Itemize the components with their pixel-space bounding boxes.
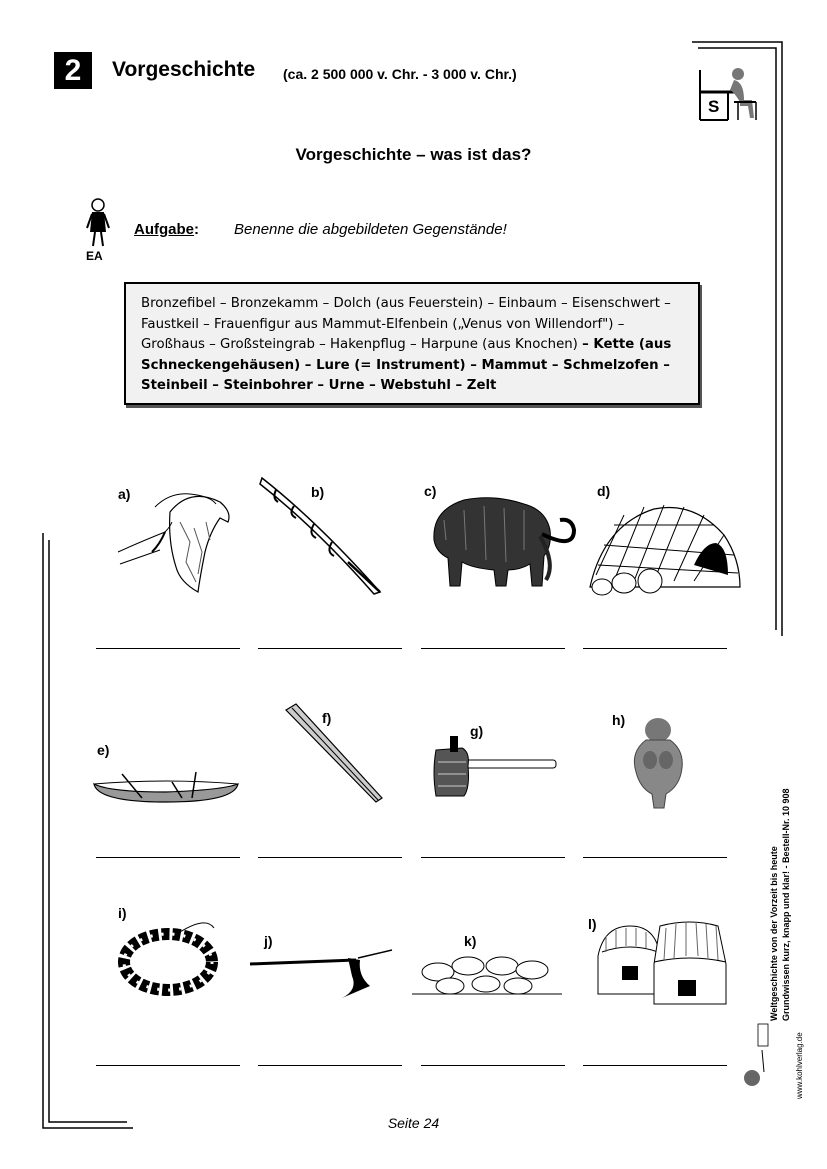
student-badge: S [708,97,720,116]
answer-line-l[interactable] [583,1065,727,1066]
picture-label-b: b) [311,484,325,500]
chapter-title: Vorgeschichte [112,58,256,81]
chapter-number: 2 [54,52,92,89]
answer-line-g[interactable] [421,857,565,858]
chapter-range: (ca. 2 500 000 v. Chr. - 3 000 v. Chr.) [283,66,517,82]
answer-line-d[interactable] [583,648,727,649]
single-work-person-icon [86,198,110,248]
answer-line-h[interactable] [583,857,727,858]
answer-line-i[interactable] [96,1065,240,1066]
mammoth-illustration [424,490,584,590]
answer-line-b[interactable] [258,648,402,649]
word-bank [124,282,700,405]
task-instruction: Benenne die abgebildeten Gegenstände! [234,221,507,238]
answer-line-c[interactable] [421,648,565,649]
section-title: Vorgeschichte – was ist das? [295,145,532,164]
picture-label-k: k) [464,933,477,949]
answer-line-e[interactable] [96,857,240,858]
picture-label-h: h) [612,712,626,728]
kette-illustration [110,912,226,1004]
schmelzofen-illustration [594,916,728,1008]
picture-label-a: a) [118,486,131,502]
grosssteingrab-illustration [410,950,564,1002]
word-bank-line: Bronzefibel – Bronzekamm – Dolch (aus Feuerstein) – Einbaum – Eisenschwert – [141,296,671,311]
picture-label-i: i) [118,905,127,921]
einbaum-illustration [92,742,242,806]
publisher-logo-icon [740,1020,772,1090]
answer-line-k[interactable] [421,1065,565,1066]
page-number: Seite 24 [387,1115,440,1131]
harpune-illustration [258,472,388,597]
steinbohrer-illustration [282,702,386,806]
work-form-label: EA [86,249,103,263]
steinbeil-illustration [432,732,558,802]
task-label: Aufgabe: [134,221,199,238]
faustkeil-hand-illustration [110,482,240,597]
word-bank-line: Großhaus – Großsteingrab – Hakenpflug – Harpune (aus Knochen) – Kette (aus [141,337,672,352]
word-bank-line: Schneckengehäusen) – Lure (= Instrument) – Mammut – Schmelzofen – [141,357,670,373]
picture-label-f: f) [322,710,332,726]
tent-illustration [584,495,744,600]
picture-label-l: l) [588,916,597,932]
answer-line-a[interactable] [96,648,240,649]
picture-label-c: c) [424,483,437,499]
picture-label-e: e) [97,742,110,758]
word-bank-line: Faustkeil – Frauenfigur aus Mammut-Elfenbein („Venus von Willendorf") – [141,316,625,332]
picture-label-g: g) [470,723,484,739]
word-bank-line: Steinbeil – Steinbohrer – Urne – Webstuhl – Zelt [141,378,497,393]
hakenpflug-illustration [248,946,398,1004]
venus-figure-illustration [626,718,688,810]
sidebar-title: Weltgeschichte von der Vorzeit bis heute [769,846,779,1021]
picture-label-j: j) [264,933,273,949]
publisher-url: www.kohlverlag.de [795,1032,804,1099]
answer-line-f[interactable] [258,857,402,858]
sidebar-order-info: Grundwissen kurz, knapp und klar! - Bestell-Nr. 10 908 [781,788,791,1021]
picture-label-d: d) [597,483,611,499]
answer-line-j[interactable] [258,1065,402,1066]
